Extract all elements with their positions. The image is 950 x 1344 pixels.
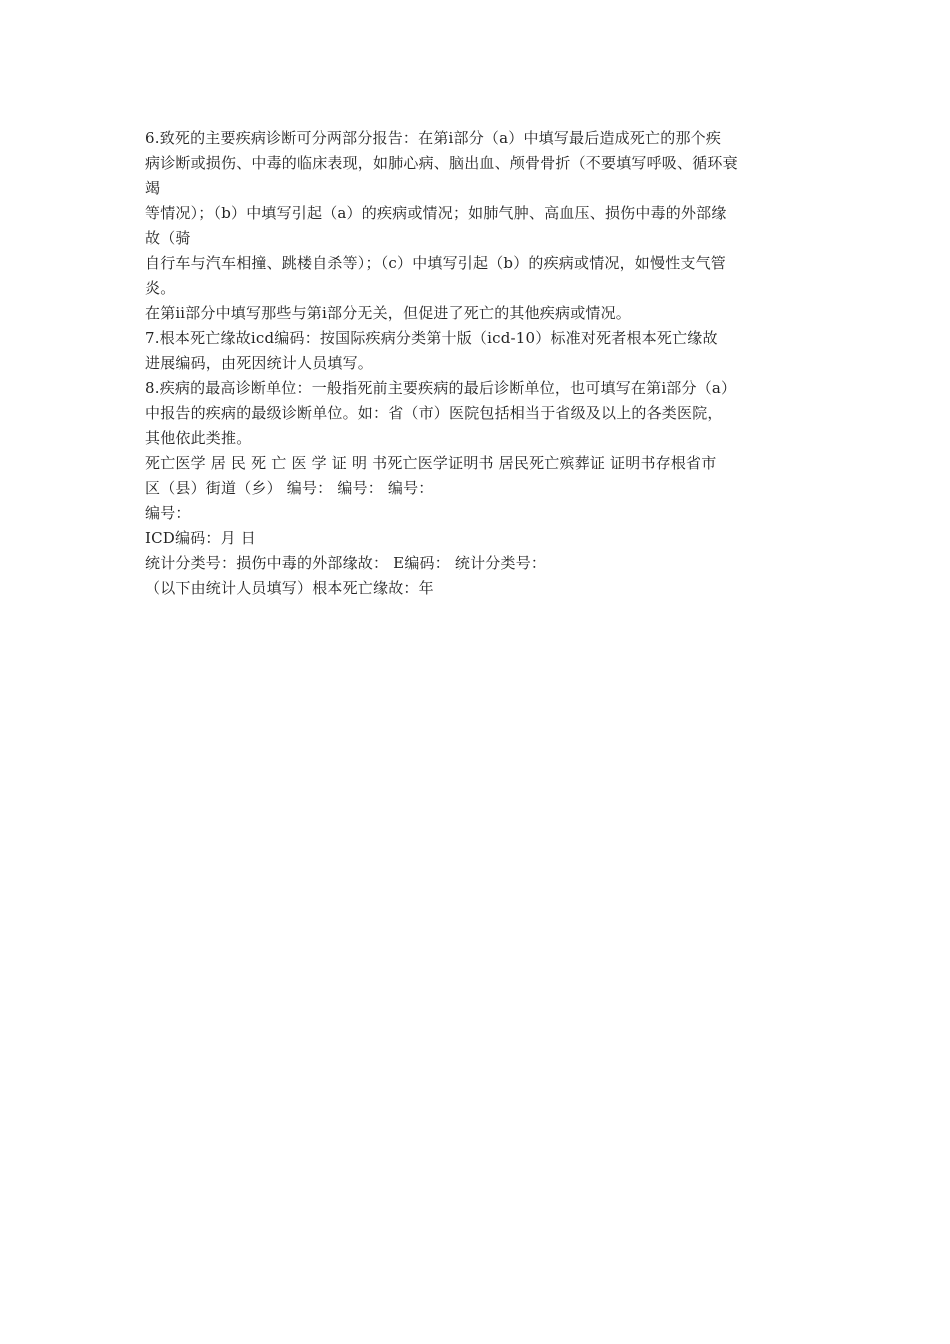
document-line: （以下由统计人员填写）根本死亡缘故：年 bbox=[145, 579, 434, 597]
document-line: 统计分类号：损伤中毒的外部缘故： E编码： 统计分类号： bbox=[145, 554, 547, 572]
document-line: 等情况）；（b）中填写引起（a）的疾病或情况；如肺气肿、高血压、损伤中毒的外部缘 bbox=[145, 204, 727, 222]
document-line: 死亡医学 居 民 死 亡 医 学 证 明 书死亡医学证明书 居民死亡殡葬证 证明书存根省市 bbox=[145, 454, 717, 472]
document-line: 8.疾病的最高诊断单位：一般指死前主要疾病的最后诊断单位，也可填写在第ⅰ部分（a） bbox=[145, 379, 737, 397]
document-line: 在第ⅱ部分中填写那些与第ⅰ部分无关，但促进了死亡的其他疾病或情况。 bbox=[145, 304, 631, 322]
document-line: 病诊断或损伤、中毒的临床表现，如肺心病、脑出血、颅骨骨折（不要填写呼吸、循环衰 bbox=[145, 154, 738, 172]
document-line: 故（骑 bbox=[145, 229, 191, 247]
document-line: 区（县）街道（乡） 编号： 编号： 编号： bbox=[145, 479, 434, 497]
document-line: 编号： bbox=[145, 504, 191, 522]
document-line: 中报告的疾病的最级诊断单位。如：省（市）医院包括相当于省级及以上的各类医院， bbox=[145, 404, 723, 422]
document-line: 6.致死的主要疾病诊断可分两部分报告：在第ⅰ部分（a）中填写最后造成死亡的那个疾 bbox=[145, 129, 722, 147]
document-line: 7.根本死亡缘故icd编码：按国际疾病分类第十版（icd-10）标准对死者根本死亡缘故 bbox=[145, 329, 718, 347]
document-line: ICD编码：月 日 bbox=[145, 529, 256, 547]
document-line: 进展编码，由死因统计人员填写。 bbox=[145, 354, 374, 372]
document-line: 炎。 bbox=[145, 279, 176, 297]
document-line: 竭 bbox=[145, 179, 161, 197]
document-line: 自行车与汽车相撞、跳楼自杀等）；（c）中填写引起（b）的疾病或情况，如慢性支气管 bbox=[145, 254, 727, 272]
document-line: 其他依此类推。 bbox=[145, 429, 252, 447]
